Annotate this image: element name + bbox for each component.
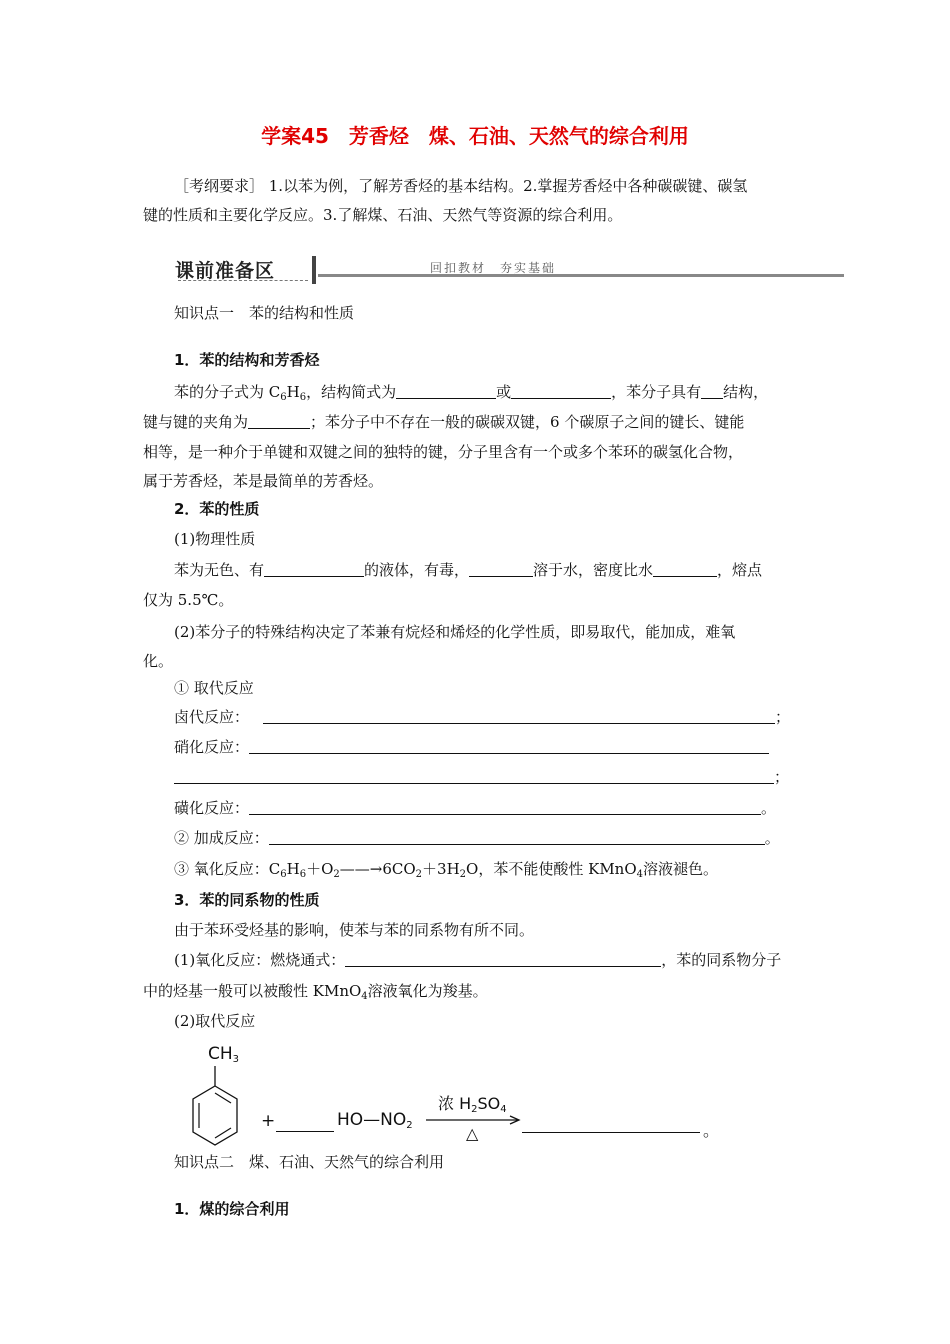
blank-odor[interactable] [264, 560, 364, 577]
blank-combustion-formula[interactable] [345, 950, 661, 967]
blank-structure-type[interactable] [701, 382, 723, 399]
banner-subtitle: 回扣教材 夯实基础 [430, 261, 557, 275]
blank-halogenation[interactable] [263, 707, 775, 724]
blank-nitration-2[interactable] [174, 767, 774, 784]
benzene-hexagon [193, 1086, 237, 1145]
banner-divider-bar [312, 256, 316, 284]
blank-sulfonation[interactable] [249, 798, 761, 815]
nitric-acid-formula: $HO—NO_2$ [337, 1110, 413, 1131]
kp1-s3-p1: 由于苯环受烃基的影响，使苯与苯的同系物有所不同。 [174, 921, 535, 939]
kp1-substitution-heading: ① 取代反应 [174, 679, 254, 697]
blank-structure-1[interactable] [396, 382, 496, 399]
kp1-s3-oxidation: (1)氧化反应：燃烧通式： ，苯的同系物分子 [174, 951, 782, 969]
banner-underline [178, 280, 308, 281]
kp1-heading: 知识点一 苯的结构和性质 [174, 304, 355, 322]
kp1-s1-p1: 苯的分子式为 $C_6H_6$，结构简式为 或 ，苯分子具有 结构， [174, 383, 769, 403]
kp1-s1-p4: 属于芳香烃，苯是最简单的芳香烃。 [143, 472, 384, 490]
kp1-nitration: 硝化反应： [174, 732, 769, 762]
blank-bond-angle[interactable] [248, 412, 310, 429]
banner-rule [318, 274, 844, 277]
kp1-sulfonation: 磺化反应： 。 [174, 799, 777, 817]
kp1-s3-heading: 3．苯的同系物的性质 [174, 891, 320, 909]
reaction-condition-acid: 浓 $H_2SO_4$ [438, 1094, 507, 1115]
kp1-phys-p1: 苯为无色、有 的液体，有毒， 溶于水，密度比水 ，熔点 [174, 561, 763, 579]
benzene-ring-diagram [185, 1066, 245, 1158]
blank-structure-2[interactable] [511, 382, 611, 399]
kp1-s2-heading: 2．苯的性质 [174, 500, 260, 518]
kp1-phys-p2: 仅为 5.5℃。 [143, 591, 234, 609]
kp2-heading: 知识点二 煤、石油、天然气的综合利用 [174, 1153, 445, 1171]
kp1-chem-line-1: (2)苯分子的特殊结构决定了苯兼有烷烃和烯烃的化学性质，即易取代，能加成，难氧 [174, 623, 736, 641]
blank-density[interactable] [653, 560, 717, 577]
page-title: 学案45 芳香烃 煤、石油、天然气的综合利用 [261, 124, 689, 148]
kp1-s1-p3: 相等，是一种介于单键和双键之间的独特的键，分子里含有一个或多个苯环的碳氢化合物， [143, 443, 744, 461]
kp1-s3-oxidation-cont: 中的烃基一般可以被酸性 KMnO$_4$溶液氧化为羧基。 [143, 982, 488, 1002]
plus-sign: + [261, 1111, 276, 1131]
kp1-s1-p2: 键与键的夹角为 ；苯分子中不存在一般的碳碳双键，6 个碳原子之间的键长、键能 [143, 413, 745, 431]
blank-product[interactable] [522, 1132, 700, 1133]
banner-title: 课前准备区 [175, 260, 276, 282]
requirements-line-1: ［考纲要求］ 1.以苯为例，了解芳香烃的基本结构。2.掌握芳香烃中各种碳碳键、碳氢 [174, 177, 748, 195]
kp1-addition: ② 加成反应： 。 [174, 829, 780, 847]
reaction-condition-heat: △ [466, 1124, 479, 1143]
requirements-line-2: 键的性质和主要化学反应。3.了解煤、石油、天然气等资源的综合利用。 [143, 206, 623, 224]
kp1-phys-heading: (1)物理性质 [174, 530, 256, 548]
kp1-nitration-cont: ； [174, 762, 789, 792]
toluene-ch3-label: $CH_3$ [208, 1044, 240, 1065]
blank-addition[interactable] [269, 828, 765, 845]
blank-solubility[interactable] [469, 560, 533, 577]
kp2-s1-heading: 1．煤的综合利用 [174, 1200, 290, 1218]
kp1-oxidation: ③ 氧化反应：$C_6H_6+O_2——\to 6CO_2+3H_2O$，苯不能使酸性 KMnO$_4$溶液褪色。 [174, 860, 719, 880]
reaction-end-period: 。 [703, 1121, 720, 1140]
blank-coefficient[interactable] [276, 1131, 334, 1132]
blank-nitration-1[interactable] [249, 737, 769, 754]
kp1-halogenation: 卤代反应： ； [174, 708, 791, 726]
kp1-s1-heading: 1．苯的结构和芳香烃 [174, 351, 320, 369]
kp1-chem-line-2: 化。 [143, 652, 174, 670]
kp1-s3-substitution: (2)取代反应 [174, 1012, 256, 1030]
